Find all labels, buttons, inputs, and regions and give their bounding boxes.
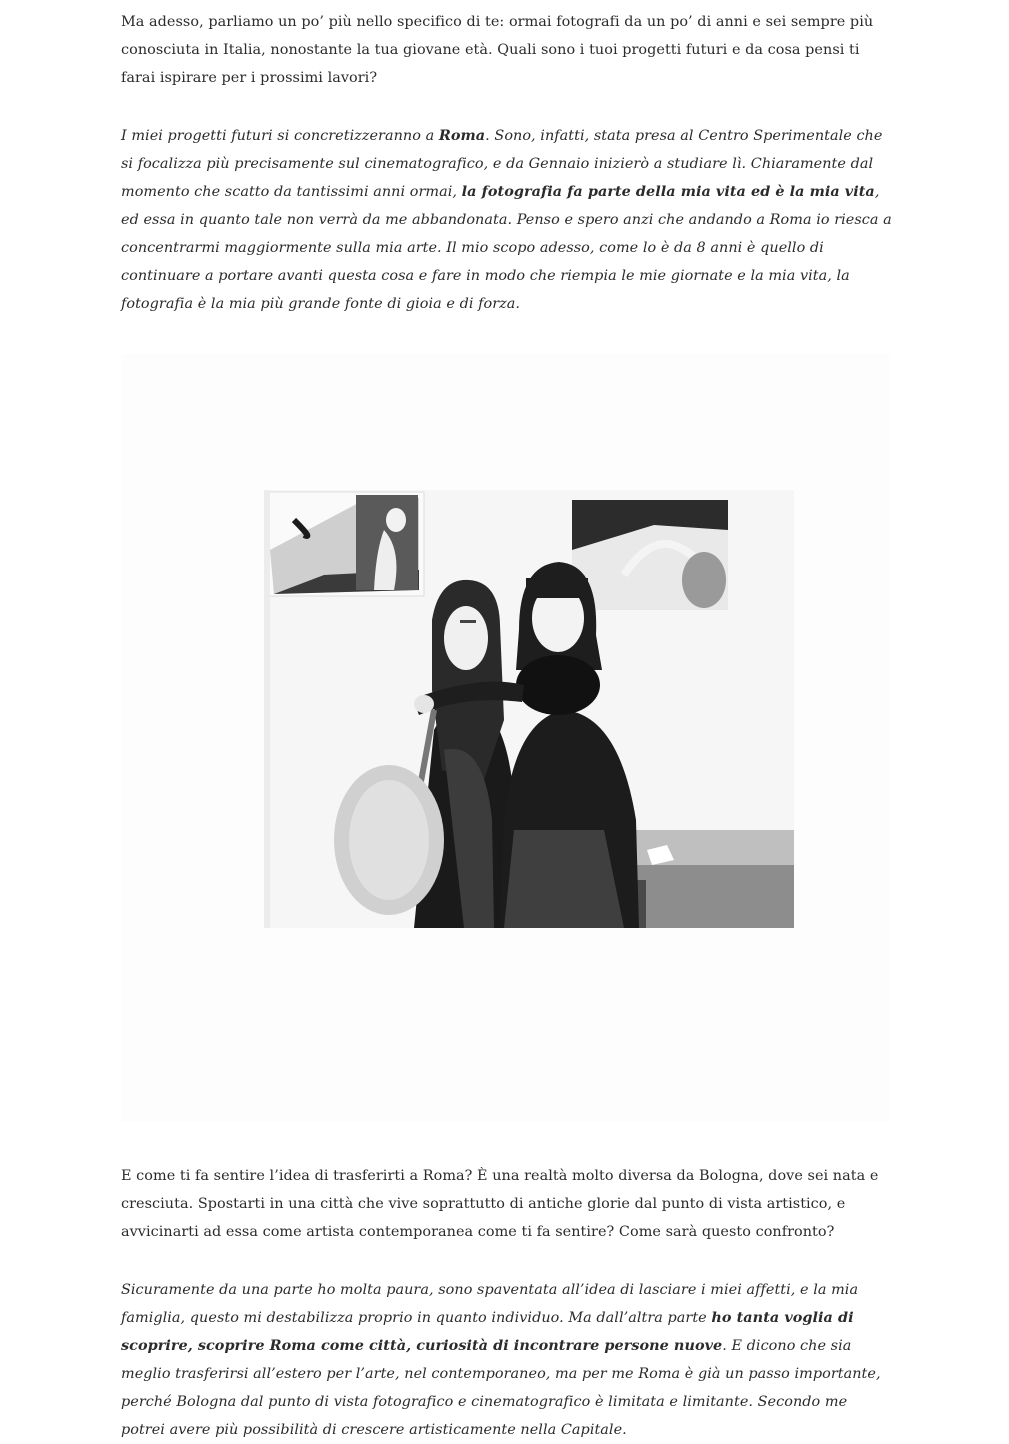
photo-container [121, 354, 889, 1122]
photo-illustration [264, 490, 794, 928]
answer-bold-text: Roma [438, 127, 486, 144]
question-text: E come ti fa sentire l’idea di trasferirti a Roma? È una realtà molto diversa da Bologna, dove sei nata e cresciuta. Spostarti in una città che vive soprattutto di antiche glorie dal punto di vista artistico, e avvicinarti ad essa come artista contemporanea come ti fa sentire? Come sarà questo confronto? [121, 1168, 879, 1240]
answer-bold-text: la fotografia fa parte della mia vita ed è la mia vita [461, 183, 875, 200]
paragraph-gap [121, 92, 893, 122]
answer-paragraph-1 [121, 122, 893, 318]
answer-paragraph-2 [121, 1276, 893, 1444]
answer-bold-text: ho tanta voglia di scoprire, scoprire Roma come città, curiosità di incontrare persone nuove [121, 1309, 854, 1354]
question-text: Ma adesso, parliamo un po’ più nello specifico di te: ormai fotografi da un po’ di anni e sei sempre più conosciuta in Italia, nonostante la tua giovane età. Quali sono i tuoi progetti futuri e da cosa pensi ti farai ispirare per i prossimi lavori? [121, 14, 874, 86]
paragraph-gap [121, 1246, 893, 1276]
portrait-photo[interactable] [264, 490, 794, 928]
article-body [121, 8, 893, 1444]
answer-text: Sicuramente da una parte ho molta paura, sono spaventata all’idea di lasciare i miei affetti, e la mia famiglia, questo mi destabilizza proprio in quanto individuo. Ma dall’altra parte [121, 1282, 859, 1326]
answer-text: . E dicono che sia meglio trasferirsi all’estero per l’arte, nel contemporaneo, ma per me Roma è già un passo importante, perché Bologna dal punto di vista fotografico e cinematografico è limitata e limitante. Secondo me potrei avere più possibilità di crescere artisticamente nella Capitale. [121, 1338, 881, 1438]
answer-text: . Sono, infatti, stata presa al Centro Sperimentale che si focalizza più precisamente sul cinematografico, e da Gennaio inizierò a studiare lì. Chiaramente dal momento che scatto da tantissimi anni ormai, [121, 128, 883, 200]
answer-text: , ed essa in quanto tale non verrà da me abbandonata. Penso e spero anzi che andando a Roma io riesca a concentrarmi maggiormente sulla mia arte. Il mio scopo adesso, come lo è da 8 anni è quello di continuare a portare avanti questa cosa e fare in modo che riempia le mie giornate e la mia vita, la fotografia è la mia più grande fonte di gioia e di forza. [121, 184, 892, 312]
answer-text: I miei progetti futuri si concretizzeranno a [121, 128, 439, 144]
question-paragraph-2 [121, 1162, 893, 1246]
question-paragraph-1 [121, 8, 893, 92]
